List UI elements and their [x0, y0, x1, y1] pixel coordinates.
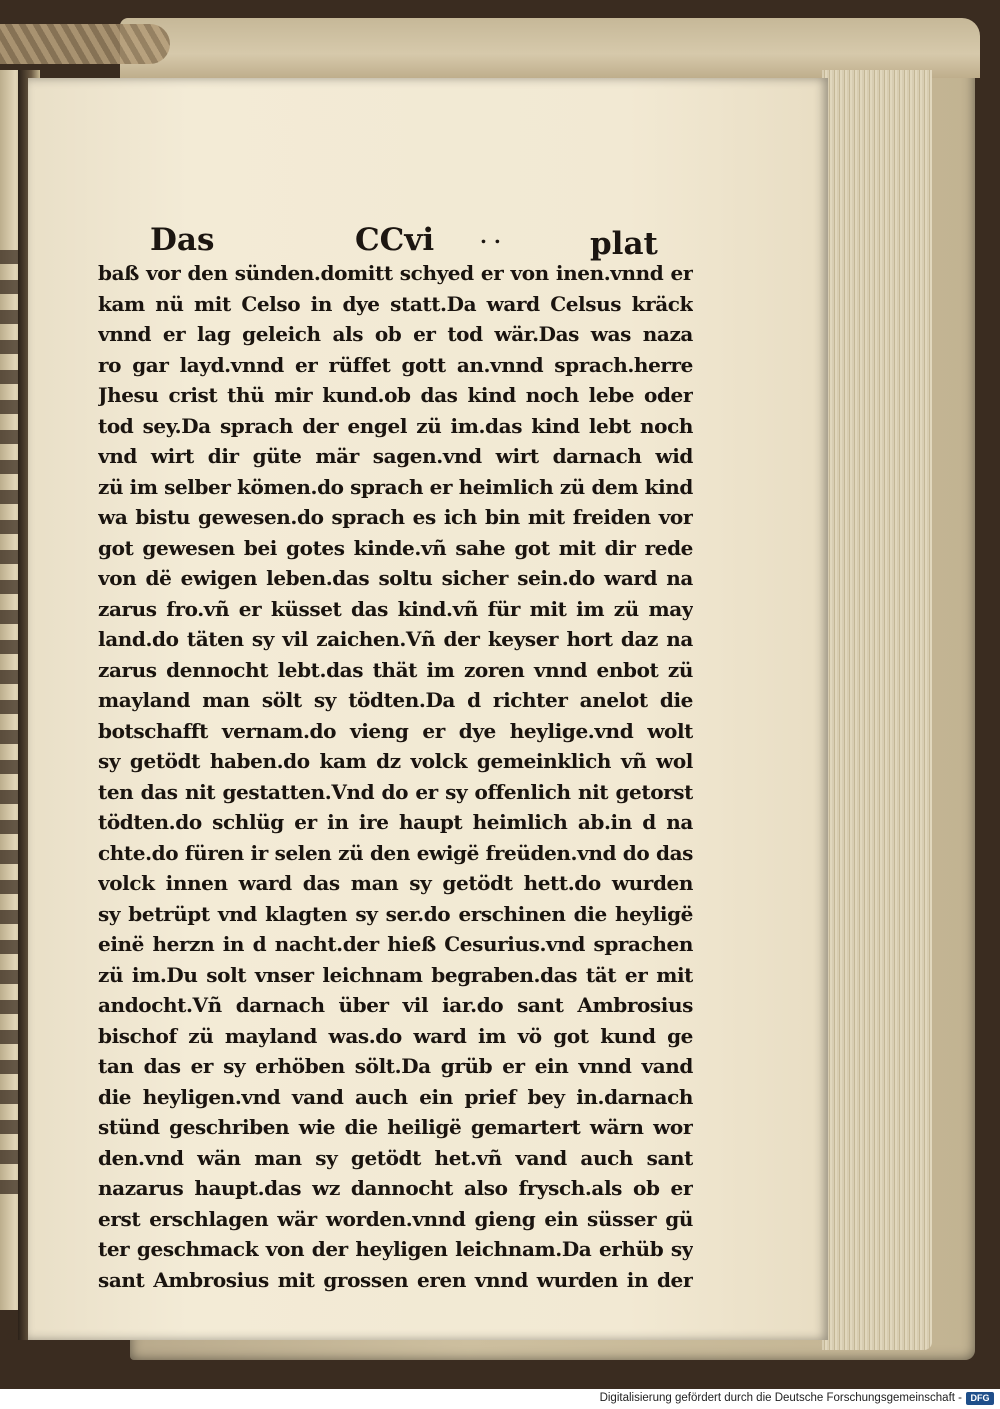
text-line: den.vnd wän man sy getödt het.vñ vand auch sant	[98, 1145, 693, 1170]
text-line: land.do täten sy vil zaichen.Vñ der keyser hort daz na	[98, 627, 693, 651]
text-line: baß vor den sünden.domitt schyed er von inen.vnnd er	[98, 261, 693, 285]
text-line: ro gar layd.vnnd er rüffet gott an.vnnd sprach.herre	[98, 352, 693, 377]
text-line: von dë ewigen leben.das soltu sicher sein.do ward na	[98, 566, 693, 590]
page-fore-edge	[822, 70, 932, 1350]
spine-binding-cord	[0, 24, 170, 64]
text-line: stünd geschriben wie die heiligë gemartert wärn wor	[98, 1115, 693, 1139]
text-line: mayland man sölt sy tödten.Da d richter anelot die	[98, 688, 693, 712]
text-line: zarus dennocht lebt.das thät im zoren vnnd enbot zü	[98, 657, 693, 682]
text-line: zü im.Du solt vnser leichnam begraben.das tät er mit	[98, 962, 693, 987]
text-line: tod sey.Da sprach der engel zü im.das kind lebt noch	[98, 413, 693, 438]
text-line: einë herzn in d nacht.der hieß Cesurius.vnd sprachen	[98, 932, 693, 956]
text-line: kam nü mit Celso in dye statt.Da ward Celsus kräck	[98, 291, 693, 316]
text-line: zarus fro.vñ er küsset das kind.vñ für mit im zü may	[98, 596, 693, 621]
text-line: nazarus haupt.das wz dannocht also frysch.als ob er	[98, 1176, 693, 1200]
running-head-right: plat	[590, 226, 658, 262]
text-line: ter geschmack von der heyligen leichnam.Da erhüb sy	[98, 1237, 693, 1261]
text-line: ten das nit gestatten.Vnd do er sy offenlich nit getorst	[98, 779, 693, 804]
text-line: tödten.do schlüg er in ire haupt heimlich ab.in d na	[98, 810, 693, 834]
text-line: wa bistu gewesen.do sprach es ich bin mit freiden vor	[98, 505, 693, 529]
text-line: bischof zü mayland was.do ward im vö got kund ge	[98, 1023, 693, 1048]
body-text-block	[98, 258, 693, 1295]
running-head-left: Das	[150, 222, 215, 258]
text-line: sant Ambrosius mit grossen eren vnnd wurden in der	[98, 1267, 693, 1292]
text-line: zü im selber kömen.do sprach er heimlich zü dem kind	[98, 474, 693, 499]
text-line: got gewesen bei gotes kinde.vñ sahe got mit dir rede	[98, 535, 693, 560]
text-line: die heyligen.vnd vand auch ein prief bey in.darnach	[98, 1084, 693, 1109]
dfg-logo: DFG	[966, 1392, 994, 1405]
funding-credit: Digitalisierung gefördert durch die Deutsche Forschungsgemeinschaft -	[599, 1392, 962, 1404]
book-cover-top-edge	[120, 18, 980, 78]
facing-page-text-fragment	[0, 250, 18, 1200]
text-line: tan das er sy erhöben sölt.Da grüb er ein vnnd vand	[98, 1054, 693, 1078]
text-line: vnnd er lag geleich als ob er tod wär.Das was naza	[98, 322, 693, 346]
text-line: andocht.Vñ darnach über vil iar.do sant Ambrosius	[98, 993, 693, 1017]
text-line: vnd wirt dir güte mär sagen.vnd wirt darnach wid	[98, 444, 693, 468]
running-head	[150, 222, 658, 262]
text-line: Jhesu crist thü mir kund.ob das kind noch lebe oder	[98, 383, 693, 407]
text-line: sy betrüpt vnd klagten sy ser.do erschinen die heyligë	[98, 901, 693, 926]
text-line: erst erschlagen wär worden.vnnd gieng ein süsser gü	[98, 1206, 693, 1231]
running-head-dots: . .	[480, 224, 501, 248]
text-line: chte.do füren ir selen zü den ewigë freüden.vnd do das	[98, 840, 693, 865]
text-line: sy getödt haben.do kam dz volck gemeinklich vñ wol	[98, 749, 693, 773]
text-line: botschafft vernam.do vieng er dye heylige.vnd wolt	[98, 718, 693, 743]
text-line: volck innen ward das man sy getödt hett.do wurden	[98, 871, 693, 895]
folio-number: CCvi	[355, 222, 435, 258]
